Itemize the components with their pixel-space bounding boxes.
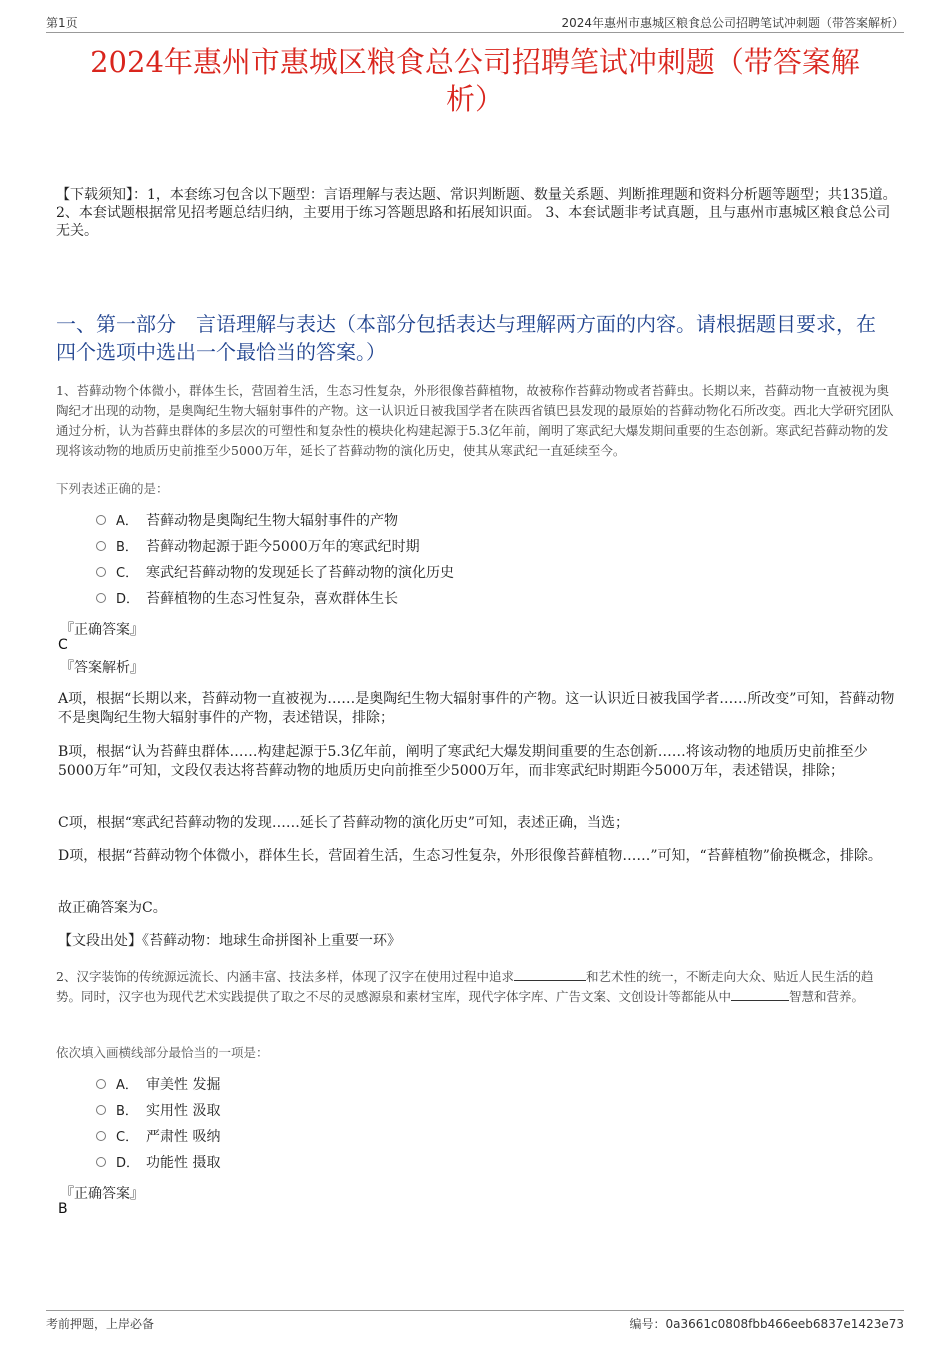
question-2-answer: B (58, 1201, 68, 1217)
question-1-source: 【文段出处】《苔藓动物：地球生命拼图补上重要一环》 (58, 933, 401, 949)
title-line-1: 2024年惠州市惠城区粮食总公司招聘笔试冲刺题（带答案解 (90, 45, 860, 79)
page-number: 第1页 (46, 16, 78, 30)
question-2-option-d[interactable]: D． 功能性 摄取 (96, 1153, 220, 1173)
fill-blank-1 (514, 968, 586, 981)
question-2-option-c[interactable]: C． 严肃性 吸纳 (96, 1127, 220, 1147)
question-2-passage: 2、汉字装饰的传统源远流长、内涵丰富、技法多样，体现了汉字在使用过程中追求 和艺术性的统一，不断走向大众、贴近人民生活的趋势。同时，汉字也为现代艺术实践提供了取之不尽的灵感源泉和素材宝库，现代字体字库、广告文案、文创设计等都能从中 智慧和营养。 (56, 969, 874, 1004)
question-1-option-c[interactable]: C． 寒武纪苔藓动物的发现延长了苔藓动物的演化历史 (96, 563, 454, 583)
page-footer (46, 1315, 904, 1331)
document-title (60, 44, 890, 118)
radio-icon[interactable] (96, 567, 106, 577)
analysis-item-c: C项，根据“寒武纪苔藓动物的发现……延长了苔藓动物的演化历史”可知，表述正确，当选； (58, 815, 630, 831)
page-header (46, 14, 904, 32)
radio-icon[interactable] (96, 593, 106, 603)
question-2-option-b[interactable]: B． 实用性 汲取 (96, 1101, 220, 1121)
analysis-item-b: B项，根据“认为苔藓虫群体……构建起源于5.3亿年前，阐明了寒武纪大爆发期间重要的生态创新……将该动物的地质历史前推至少5000万年”可知，文段仅表达将苔藓动物的地质历史向前推至少5000万年，而非寒武纪时期距今5000万年，表述错误，排除； (58, 744, 868, 779)
radio-icon[interactable] (96, 1157, 106, 1167)
question-1-option-a[interactable]: A． 苔藓动物是奥陶纪生物大辐射事件的产物 (96, 511, 398, 531)
radio-icon[interactable] (96, 541, 106, 551)
title-line-2: 析） (445, 82, 504, 116)
header-divider (46, 32, 904, 33)
radio-icon[interactable] (96, 515, 106, 525)
question-1-option-d[interactable]: D． 苔藓植物的生态习性复杂，喜欢群体生长 (96, 589, 398, 609)
fill-blank-2 (731, 988, 789, 1001)
radio-icon[interactable] (96, 1131, 106, 1141)
footer-slogan: 考前押题，上岸必备 (46, 1317, 155, 1331)
question-2-option-a[interactable]: A． 审美性 发掘 (96, 1075, 220, 1095)
analysis-conclusion: 故正确答案为C。 (58, 900, 167, 916)
analysis-item-d: D项，根据“苔藓动物个体微小，群体生长，营固着生活，生态习性复杂，外形很像苔藓植物……”可知，“苔藓植物”偷换概念，排除。 (58, 848, 882, 864)
question-1-answer: C (58, 637, 68, 653)
footer-divider (46, 1310, 904, 1311)
download-notice: 【下载须知】：1，本套练习包含以下题型：言语理解与表达题、常识判断题、数量关系题、判断推理题和资料分析题等题型；共135道。 2、本套试题根据常见招考题总结归纳，主要用于练习答题思路和拓展知识面。 3、本套试题非考试真题，且与惠州市惠城区粮食总公司无关。 (56, 187, 897, 239)
header-doc-title: 2024年惠州市惠城区粮食总公司招聘笔试冲刺题（带答案解析） (561, 16, 904, 30)
question-1-option-b[interactable]: B． 苔藓动物起源于距今5000万年的寒武纪时期 (96, 537, 420, 557)
radio-icon[interactable] (96, 1079, 106, 1089)
radio-icon[interactable] (96, 1105, 106, 1115)
section-heading: 一、第一部分 言语理解与表达（本部分包括表达与理解两方面的内容。请根据题目要求，在四个选项中选出一个最恰当的答案。） (56, 312, 876, 364)
analysis-item-a: A项，根据“长期以来，苔藓动物一直被视为……是奥陶纪生物大辐射事件的产物。这一认识近日被我国学者……所改变”可知，苔藓动物不是奥陶纪生物大辐射事件的产物，表述错误，排除； (58, 691, 895, 726)
question-1-passage: 1、苔藓动物个体微小，群体生长，营固着生活，生态习性复杂，外形很像苔藓植物，故被称作苔藓动物或者苔藓虫。长期以来，苔藓动物一直被视为奥陶纪才出现的动物，是奥陶纪生物大辐射事件的产物。这一认识近日被我国学者在陕西省镇巴县发现的最原始的苔藓动物化石所改变。西北大学研究团队通过分析，认为苔藓虫群体的多层次的可塑性和复杂性的模块化构建起源于5.3亿年前，阐明了寒武纪大爆发期间重要的生态创新。寒武纪苔藓动物的发现将该动物的地质历史前推至少5000万年，延长了苔藓动物的演化历史，使其从寒武纪一直延续至今。 (56, 383, 894, 458)
question-2-prompt: 依次填入画横线部分最恰当的一项是： (56, 1045, 269, 1060)
question-1-prompt: 下列表述正确的是： (56, 481, 169, 496)
question-1-analysis-label: 『答案解析』 (60, 660, 144, 676)
question-2-answer-label: 『正确答案』 (60, 1186, 144, 1202)
footer-serial: 编号：0a3661c0808fbb466eeb6837e1423e73 (629, 1317, 904, 1331)
question-1-answer-label: 『正确答案』 (60, 622, 144, 638)
